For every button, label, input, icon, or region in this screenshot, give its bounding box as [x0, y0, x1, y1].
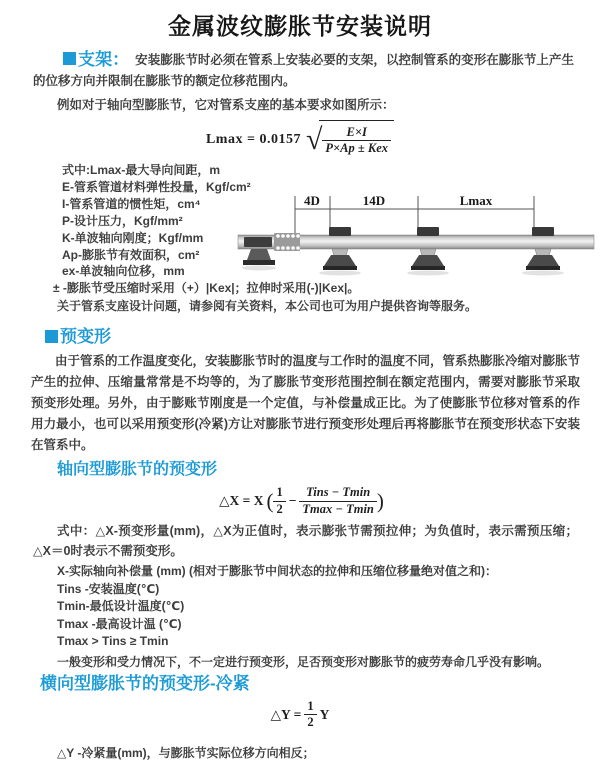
axial-parameter-item: Tmax > Tins ≥ Tmin [57, 634, 169, 649]
lmax-formula-denominator: P×Ap ± Kex [322, 140, 391, 157]
temperature-fraction: $\frac{\text{Tins − Tmin}}{Tmax - Tmin}$ [299, 485, 376, 517]
axial-subsection-heading: 轴向型膨胀节的预变形 [57, 461, 218, 479]
sqrt-symbol: √ [305, 123, 323, 156]
lmax-formula [0, 120, 600, 158]
symbol-definition-item: Ap-膨胀节有效面积，cm² [62, 247, 200, 262]
lmax-formula-lhs: Lmax = 0.0157 [205, 132, 301, 147]
predeform-section-heading [45, 327, 600, 347]
cold-tightening-formula [0, 699, 600, 729]
lmax-formula-numerator: E×I [346, 124, 367, 139]
close-paren: ) [376, 489, 384, 514]
axial-parameter-item: X-实际轴向补偿量 (mm) (相对于膨胀节中间状态的拉伸和压缩位移量绝对值之和)： [57, 564, 497, 579]
one-half-fraction: $\frac{1}{2}$ [273, 485, 285, 517]
symbol-definition-item: ± -膨胀节受压缩时采用（+）|Kex|；拉伸时采用(-)|Kex|。 [53, 281, 360, 296]
fixed-anchor [243, 237, 275, 265]
symbol-definition-item: E-管系管道材料弹性投量，Kgf/cm² [62, 179, 251, 194]
open-paren: ( [266, 489, 274, 514]
support-section-heading: 支架： [78, 50, 130, 69]
axial-predeform-formula [0, 482, 600, 518]
predeform-body-paragraph: 由于管系的工作温度变化，安装膨胀节时的温度与工作时的温度不同，管系热膨胀冷缩对膨胀节产生的拉伸、压缩量常常是不均等的，为了膨胀节变形范围控制在额定范围内，需要对膨胀节采取预变形处理。另外，由于膨账节刚度是一个定值，与补偿量成正比。为了使膨胀节位移对管系的作用力最小，也可以采用预变形(冷紧)方让对膨胀节进行预变形处理后再将膨胀节在预变形状态下安装在管系中。 [31, 354, 581, 453]
support-note-line: 关于管系支座设计问题，请参阅有关资料，本公司也可为用户提供咨询等服务。 [57, 299, 478, 314]
cold-formula-description: △Y -冷紧量(mm)，与膨胀节实际位移方向相反； [57, 745, 315, 760]
axial-note-line: 一般变形和受力情况下，不一定进行预变形，足否预变形对膨胀节的疲劳寿命几乎没有影响。 [57, 654, 550, 669]
bellows-icon [274, 233, 300, 251]
axial-formula-lhs: △X = X [219, 493, 264, 509]
section-square-icon [63, 52, 76, 65]
support-example-line: 例如对于轴向型膨胀节，它对管系支座的基本要求如图所示： [57, 98, 395, 112]
symbol-definition-item: 式中:Lmax-最大导向间距，m [62, 163, 221, 177]
cold-formula-lhs: △Y = [270, 706, 302, 722]
lmax-formula-radicand [319, 120, 394, 160]
page-title: 金属波纹膨胀节安装说明 [168, 13, 432, 39]
symbol-definition-item: K-单波轴向刚度；Kgf/mm [62, 230, 204, 245]
support-intro-text: 安装膨胀节时必须在管系上安装必要的支架，以控制管系的变形在膨胀节上产生的位移方向并限制在膨胀节的额定位移范围内。 [33, 53, 574, 88]
support-intro-paragraph [33, 50, 574, 91]
axial-parameter-item: Tmin-最低设计温度(℃) [57, 599, 185, 614]
dimension-label-14d: 14D [362, 193, 386, 208]
predeform-heading-label: 预变形 [60, 327, 111, 347]
dimension-label-lmax: Lmax [459, 193, 493, 208]
axial-formula-description: 式中：△X-预变形量(mm)，△X为正值时，表示膨张节需预拉伸；为负值时，表示需预压缩；△X＝0时表示不需预变形。 [33, 524, 578, 559]
symbol-definition-item: P-设计压力，Kgf/mm² [62, 213, 183, 228]
one-half-fraction: $\frac{1}{2}$ [304, 699, 316, 731]
pipe-support-diagram [238, 186, 600, 286]
cold-formula-rhs: Y [319, 706, 330, 722]
support-shadows [242, 266, 564, 276]
axial-parameter-item: Tins -安装温度(℃) [57, 581, 160, 596]
symbol-definition-item: I-管系管道的惯性矩，cm⁴ [62, 196, 201, 211]
axial-parameter-list [57, 563, 600, 651]
dimension-label-4d: 4D [304, 193, 320, 208]
minus-operator: − [288, 493, 297, 509]
section-square-icon [45, 330, 58, 343]
axial-parameter-item: Tmax -最高设计温 (℃) [57, 616, 182, 631]
symbol-definition-item: ex-单波轴向位移，mm [62, 264, 185, 279]
lateral-subsection-heading: 横向型膨胀节的预变形-冷紧 [40, 673, 250, 693]
